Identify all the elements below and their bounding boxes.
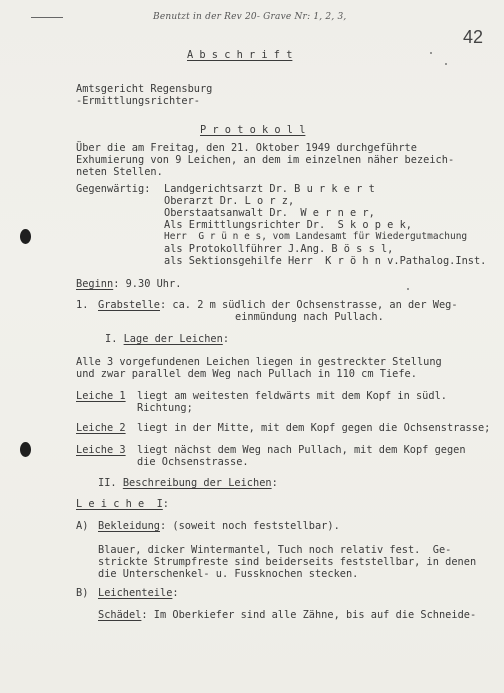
punch-hole-top xyxy=(20,229,31,244)
paper-speck xyxy=(430,52,432,54)
leiche-i-label: L e i c h e I xyxy=(76,498,163,510)
paper-speck xyxy=(407,288,409,290)
item-1-line-2: einmündung nach Pullach. xyxy=(235,311,384,323)
leiche-2-label: Leiche 2 xyxy=(76,422,126,434)
leiche-1-line-1: liegt am weitesten feldwärts mit dem Kopf in südl. xyxy=(137,390,447,402)
punch-hole-bottom xyxy=(20,442,31,457)
section-2-number: II. xyxy=(98,477,117,489)
present-line-7: als Sektionsgehilfe Herr K r ö h n v.Pathalog.Inst. xyxy=(164,255,487,267)
intro-line-2: Exhumierung von 9 Leichen, an dem im einzelnen näher bezeich- xyxy=(76,154,455,166)
grabstelle-text: : ca. 2 m südlich der Ochsenstrasse, an der Weg- xyxy=(160,299,458,311)
handwritten-annotation: Benutzt in der Rev 20- Grave Nr: 1, 2, 3, xyxy=(153,12,347,22)
leiche-1-label: Leiche 1 xyxy=(76,390,126,402)
item-1-line xyxy=(98,299,458,311)
page-number: 42 xyxy=(463,27,484,47)
protocol-title: P r o t o k o l l xyxy=(200,124,306,136)
section-1-number: I. xyxy=(105,333,118,345)
present-line-3: Oberstaatsanwalt Dr. W e r n e r, xyxy=(164,207,375,219)
item-1-number: 1. xyxy=(76,299,89,311)
court-name: Amtsgericht Regensburg xyxy=(76,83,213,95)
bekleidung-line-3: die Unterschenkel- u. Fussknochen stecken. xyxy=(98,568,359,580)
leiche-3-line-2: die Ochsenstrasse. xyxy=(137,456,249,468)
present-line-6: als Protokollführer J.Ang. B ö s s l, xyxy=(164,243,394,255)
schaedel-text: : Im Oberkiefer sind alle Zähne, bis auf die Schneide- xyxy=(141,609,477,621)
leichenteile-label: Leichenteile xyxy=(98,587,173,599)
present-line-2: Oberarzt Dr. L o r z, xyxy=(164,195,295,207)
lage-line-2: und zwar parallel dem Weg nach Pullach in 110 cm Tiefe. xyxy=(76,368,417,380)
schaedel-line xyxy=(98,609,476,621)
section-1-heading: I. Lage der Leichen: xyxy=(105,333,230,345)
present-label: Gegenwärtig: xyxy=(76,183,151,195)
section-a-heading: Bekleidung: (soweit noch feststellbar). xyxy=(98,520,340,532)
section-a-letter: A) xyxy=(76,520,89,532)
paper-speck xyxy=(445,63,447,65)
lage-line-1: Alle 3 vorgefundenen Leichen liegen in gestreckter Stellung xyxy=(76,356,442,368)
document-title: A b s c h r i f t xyxy=(187,49,293,61)
beginn-line xyxy=(76,278,181,290)
header-dash-mark xyxy=(31,17,63,18)
schaedel-label: Schädel xyxy=(98,609,142,621)
bekleidung-label: Bekleidung xyxy=(98,520,160,532)
court-subtitle: -Ermittlungsrichter- xyxy=(76,95,200,107)
leiche-2-line-1: liegt in der Mitte, mit dem Kopf gegen die Ochsenstrasse; xyxy=(137,422,491,434)
leiche-3-line-1: liegt nächst dem Weg nach Pullach, mit dem Kopf gegen xyxy=(137,444,466,456)
bekleidung-line-2: strickte Strumpfreste sind beiderseits feststellbar, in denen xyxy=(98,556,477,568)
present-line-1: Landgerichtsarzt Dr. B u r k e r t xyxy=(164,183,375,195)
intro-line-1: Über die am Freitag, den 21. Oktober 1949 durchgeführte xyxy=(76,142,417,154)
section-b-heading: Leichenteile: xyxy=(98,587,179,599)
grabstelle-label: Grabstelle xyxy=(98,299,160,311)
leiche-3-label: Leiche 3 xyxy=(76,444,126,456)
present-line-4: Als Ermittlungsrichter Dr. S k o p e k, xyxy=(164,219,412,231)
leiche-i-heading: L e i c h e I: xyxy=(76,498,169,510)
section-b-letter: B) xyxy=(76,587,89,599)
section-1-label: Lage der Leichen xyxy=(123,333,223,345)
bekleidung-line-1: Blauer, dicker Wintermantel, Tuch noch relativ fest. Ge- xyxy=(98,544,452,556)
present-line-5: Herr G r ü n e s, vom Landesamt für Wiedergutmachung xyxy=(164,231,468,242)
intro-line-3: neten Stellen. xyxy=(76,166,163,178)
beginn-time: : 9.30 Uhr. xyxy=(113,278,182,290)
section-2-heading: II. Beschreibung der Leichen: xyxy=(98,477,278,489)
leiche-1-line-2: Richtung; xyxy=(137,402,193,414)
section-2-label: Beschreibung der Leichen xyxy=(122,477,272,489)
beginn-label: Beginn xyxy=(76,278,114,290)
